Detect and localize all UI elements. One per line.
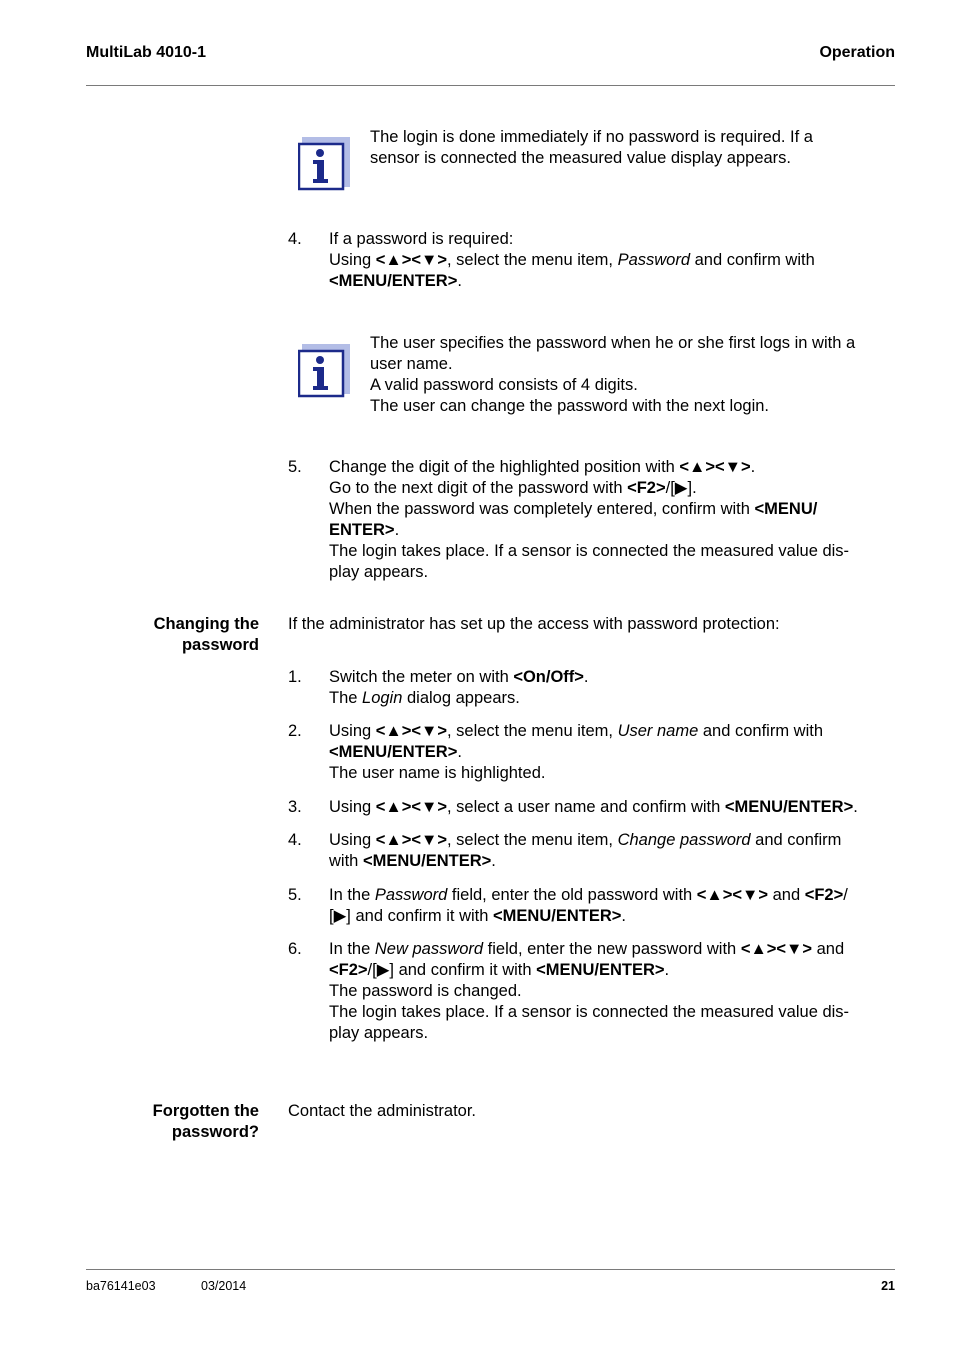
- footer-doc-id: ba76141e03: [86, 1279, 156, 1293]
- info-icon: [298, 137, 350, 191]
- section-heading-changing-password: Changing the password: [153, 615, 259, 654]
- change-step-1: Switch the meter on with <On/Off>. The Login dialog appears.: [329, 668, 589, 707]
- info-icon: [298, 344, 350, 398]
- step-5-text: Change the digit of the highlighted position with <▲><▼>. Go to the next digit of the password with <F2>/[▶]. When the password was completely entered, confirm with <MENU/ ENTER>. The login takes place. If a sensor is connected the measured value dis- play appears.: [329, 458, 850, 581]
- header-product-name: MultiLab 4010-1: [86, 44, 207, 61]
- step-number: 5.: [288, 886, 302, 904]
- section-heading-forgotten-password: Forgotten the password?: [152, 1102, 259, 1141]
- change-step-4: Using <▲><▼>, select the menu item, Change password and confirm with <MENU/ENTER>.: [329, 831, 842, 870]
- step-number: 4.: [288, 831, 302, 849]
- info-note-password: The user specifies the password when he or she first logs in with a user name. A valid password consists of 4 digits. The user can change the password with the next login.: [370, 334, 856, 415]
- forgot-text: Contact the administrator.: [288, 1102, 477, 1120]
- step-number: 3.: [288, 798, 302, 816]
- step-number: 4.: [288, 230, 302, 248]
- section-intro: If the administrator has set up the access with password protection:: [288, 615, 780, 633]
- step-number: 6.: [288, 940, 302, 958]
- footer-date: 03/2014: [201, 1279, 247, 1293]
- step-number: 1.: [288, 668, 302, 686]
- footer-rule: [86, 1269, 895, 1270]
- info-note-login: The login is done immediately if no password is required. If a sensor is connected the measured value display appears.: [370, 128, 813, 167]
- footer-page-number: 21: [881, 1279, 895, 1293]
- change-step-6: In the New password field, enter the new password with <▲><▼> and <F2>/[▶] and confirm it with <MENU/ENTER>. The password is changed. The login takes place. If a sensor is connected the measured value dis- play appears.: [329, 940, 850, 1042]
- header-rule: [86, 85, 895, 86]
- step-number: 5.: [288, 458, 302, 476]
- step-4-text: If a password is required: Using <▲><▼>, select the menu item, Password and confirm with <MENU/ENTER>.: [329, 230, 815, 290]
- change-step-5: In the Password field, enter the old password with <▲><▼> and <F2>/ [▶] and confirm it with <MENU/ENTER>.: [329, 886, 848, 925]
- change-step-3: Using <▲><▼>, select a user name and confirm with <MENU/ENTER>.: [329, 798, 858, 816]
- step-number: 2.: [288, 722, 302, 740]
- change-step-2: Using <▲><▼>, select the menu item, User name and confirm with <MENU/ENTER>. The user name is highlighted.: [329, 722, 823, 782]
- header-section-title: Operation: [819, 44, 895, 61]
